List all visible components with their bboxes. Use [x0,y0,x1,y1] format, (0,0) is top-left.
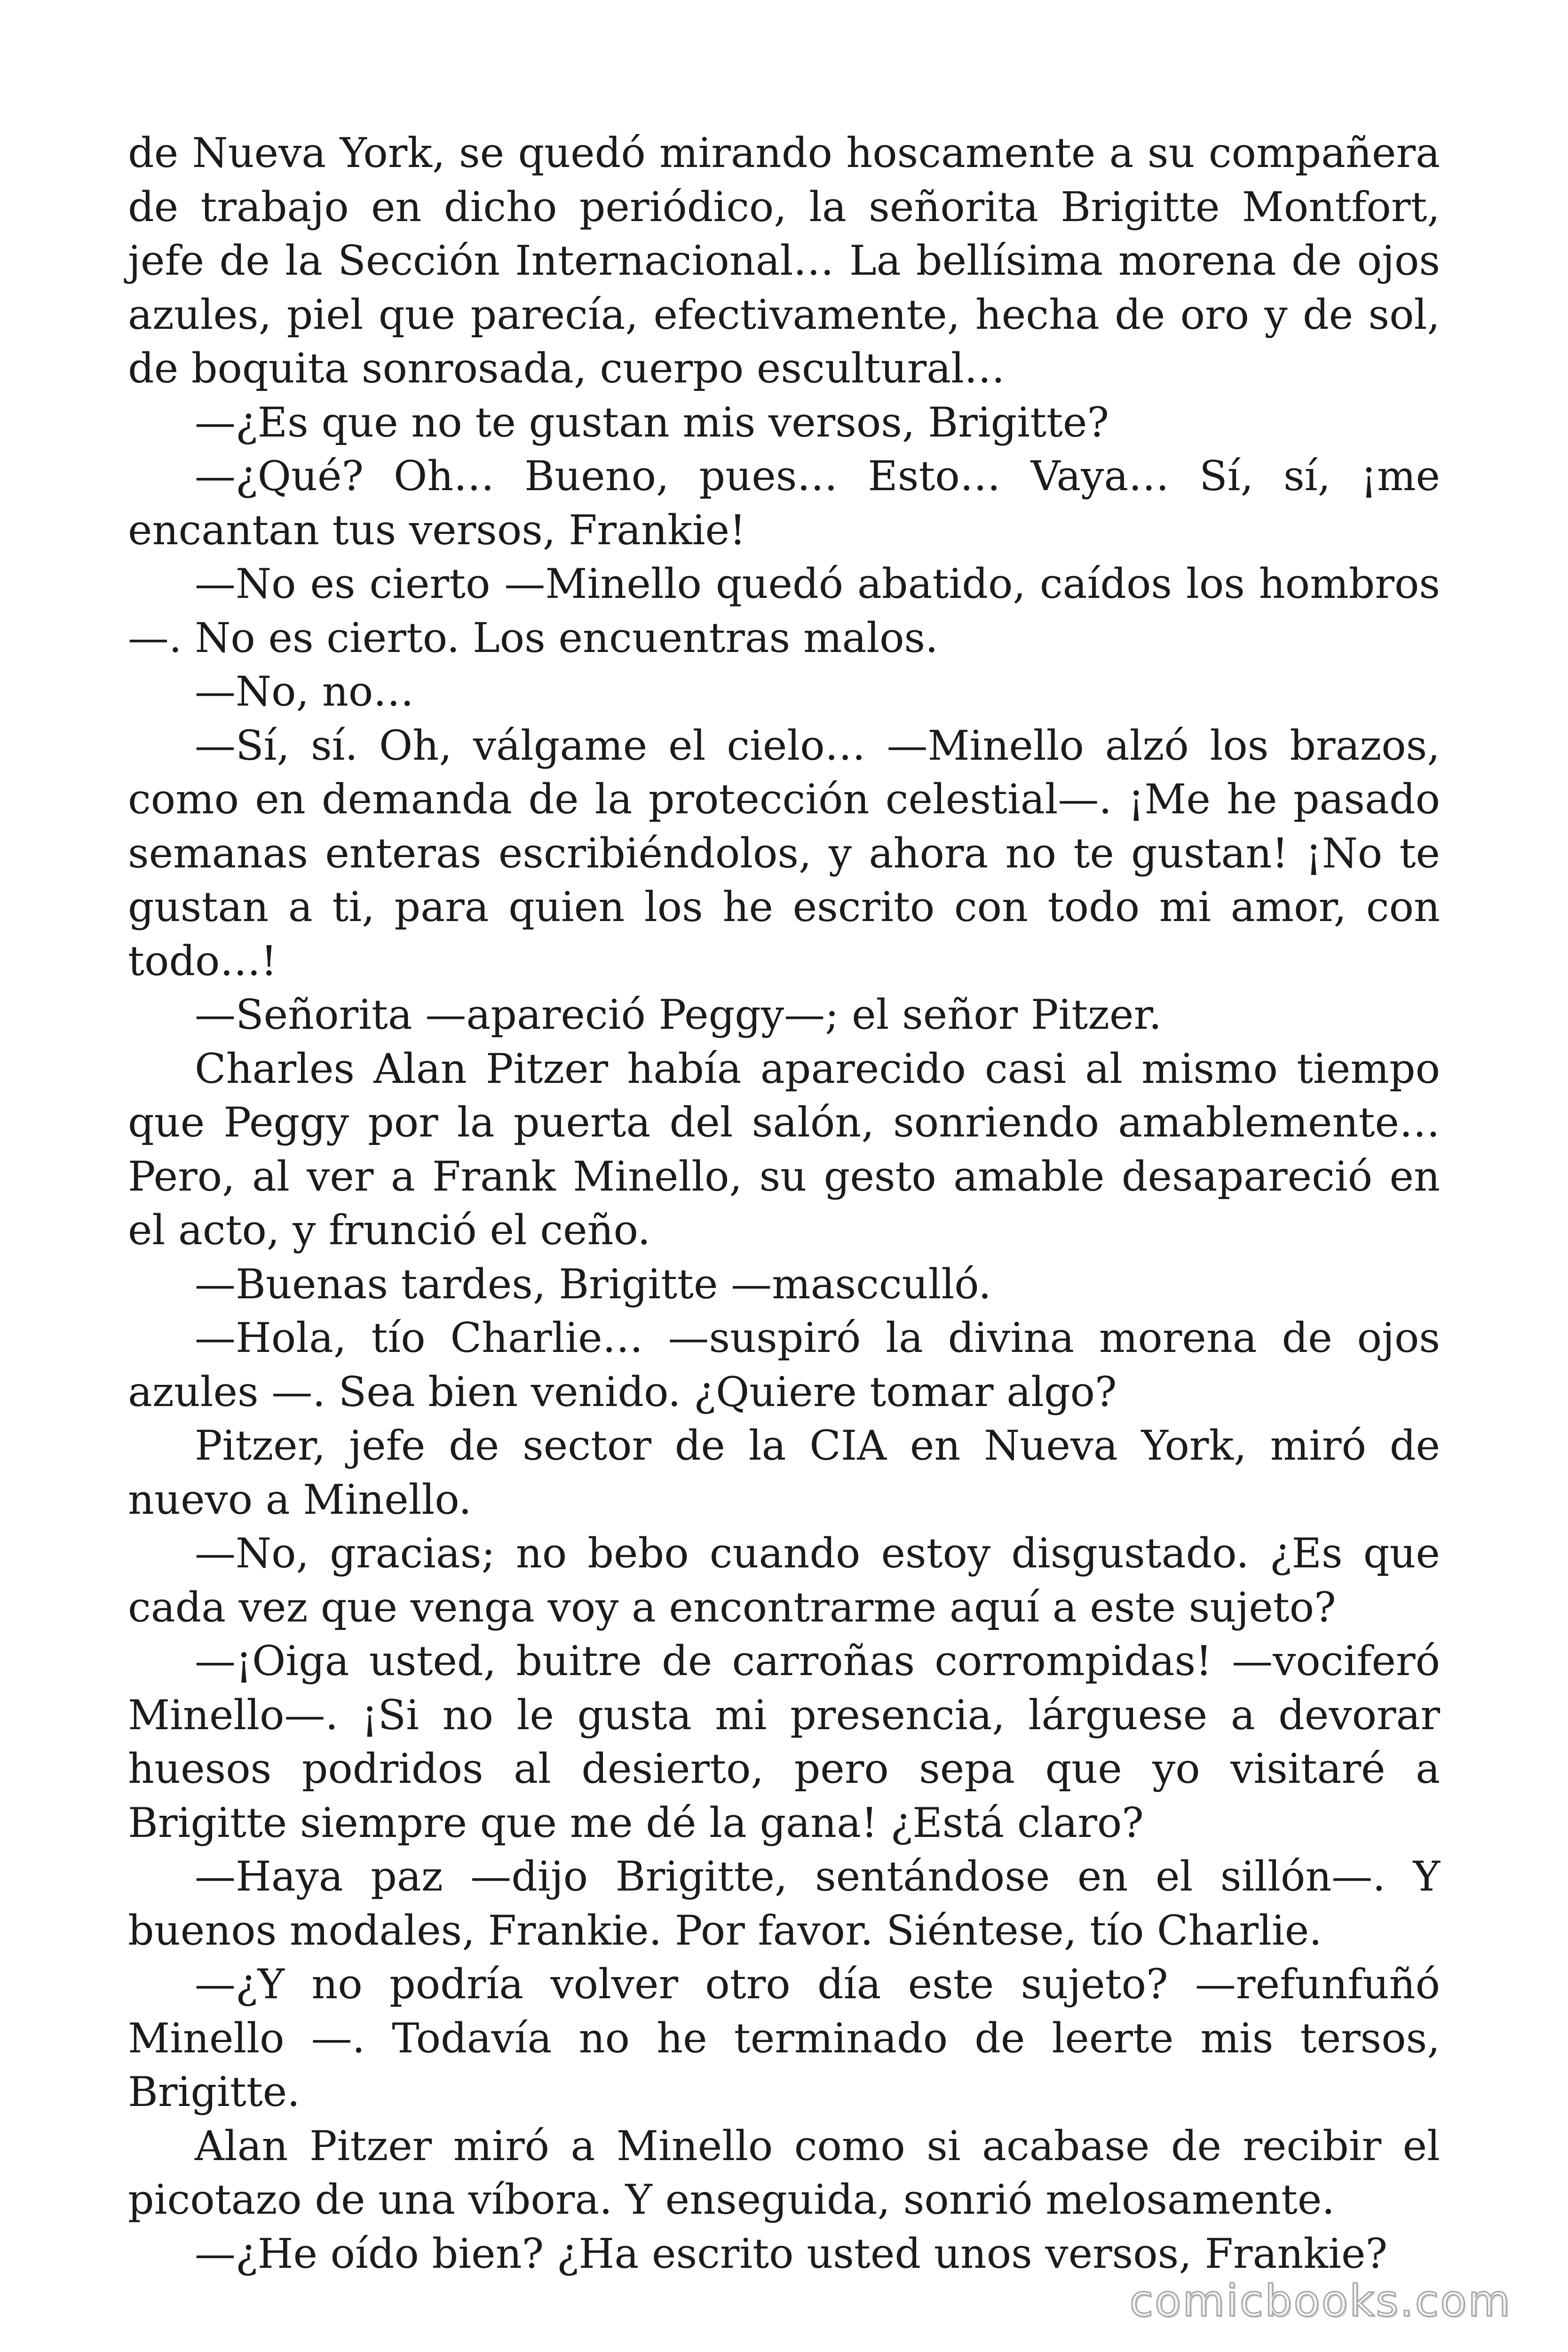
paragraph-2: —¿Es que no te gustan mis versos, Brigitte? [195,398,1109,446]
page-body-text [128,126,1440,2280]
paragraph-10: —Hola, tío Charlie… —suspiró la divina morena de ojos azules —. Sea bien venido. ¿Quiere tomar algo? [128,1314,1440,1416]
paragraph-3: —¿Qué? Oh… Bueno, pues… Esto… Vaya… Sí, sí, ¡me encantan tus versos, Frankie! [128,452,1440,554]
paragraph-5: —No, no… [195,667,414,715]
paragraph-16: Alan Pitzer miró a Minello como si acabase de recibir el picotazo de una víbora. Y enseguida, sonrió melosamente. [128,2122,1440,2224]
paragraph-14: —Haya paz —dijo Brigitte, sentándose en el sillón—. Y buenos modales, Frankie. Por favor. Siéntese, tío Charlie. [128,1852,1440,1955]
site-watermark: comicbooks.com [1129,2276,1512,2326]
paragraph-12: —No, gracias; no bebo cuando estoy disgustado. ¿Es que cada vez que venga voy a encontrarme aquí a este sujeto? [128,1529,1440,1631]
paragraph-13: —¡Oiga usted, buitre de carroñas corrompidas! —vociferó Minello—. ¡Si no le gusta mi presencia, lárguese a devorar huesos podridos al desierto, pero sepa que yo visitaré a Brigitte siempre que me dé la gana! ¿Está claro? [128,1637,1440,1847]
paragraph-11: Pitzer, jefe de sector de la CIA en Nueva York, miró de nuevo a Minello. [128,1422,1440,1524]
paragraph-6: —Sí, sí. Oh, válgame el cielo… —Minello alzó los brazos, como en demanda de la protección celestial—. ¡Me he pasado semanas enteras escribiéndolos, y ahora no te gustan! ¡No te gustan a ti, para quien los he escrito con todo mi amor, con todo…! [128,721,1440,985]
paragraph-7: —Señorita —apareció Peggy—; el señor Pitzer. [195,991,1162,1039]
paragraph-4: —No es cierto —Minello quedó abatido, caídos los hombros—. No es cierto. Los encuentras malos. [128,560,1440,662]
paragraph-8: Charles Alan Pitzer había aparecido casi al mismo tiempo que Peggy por la puerta del salón, sonriendo amablemente… Pero, al ver a Frank Minello, su gesto amable desapareció en el acto, y frunció el ceño. [128,1044,1440,1254]
paragraph-1: de Nueva York, se quedó mirando hoscamente a su compañera de trabajo en dicho periódico, la señorita Brigitte Montfort, jefe de la Sección Internacional… La bellísima morena de ojos azules, piel que parecía, efectivamente, hecha de oro y de sol, de boquita sonrosada, cuerpo escultural… [128,129,1440,392]
paragraph-17: —¿He oído bien? ¿Ha escrito usted unos versos, Frankie? [195,2229,1388,2278]
paragraph-9: —Buenas tardes, Brigitte —mascculló. [195,1260,991,1308]
paragraph-15: —¿Y no podría volver otro día este sujeto? —refunfuñó Minello —. Todavía no he terminado de leerte mis tersos, Brigitte. [128,1960,1440,2116]
